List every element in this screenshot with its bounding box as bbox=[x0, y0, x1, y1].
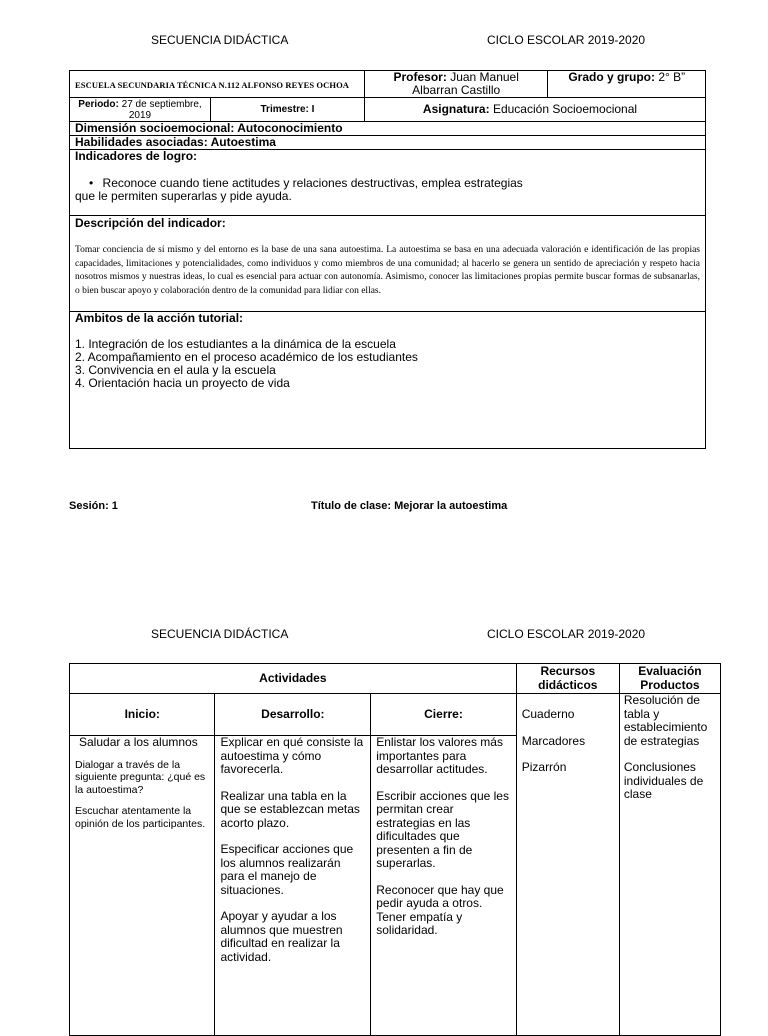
periodo-trimestre-cell bbox=[70, 98, 365, 122]
indicador-line2: que le permiten superarlas y pide ayuda. bbox=[75, 189, 292, 203]
inicio-cell bbox=[70, 736, 215, 1036]
asignatura-value: Educación Socioemocional bbox=[492, 102, 638, 116]
bullet-icon: • bbox=[89, 176, 94, 190]
asignatura-label: Asignatura: bbox=[422, 102, 490, 116]
ambitos-cell bbox=[70, 312, 706, 449]
desarrollo-header: Desarrollo: bbox=[215, 694, 371, 736]
recurso-item: Cuaderno bbox=[521, 707, 575, 721]
recursos-cell bbox=[516, 694, 619, 1036]
desarrollo-cell bbox=[215, 736, 371, 1036]
header2-title-right: CICLO ESCOLAR 2019-2020 bbox=[487, 627, 646, 641]
desarrollo-item: Explicar en qué consiste la autoestima y cómo favorecerla. bbox=[220, 735, 364, 776]
ambito-item: 1. Integración de los estudiantes a la dinámica de la escuela bbox=[75, 337, 396, 351]
trimestre: Trimestre: I bbox=[260, 104, 315, 115]
recurso-item: Marcadores bbox=[521, 733, 586, 748]
asignatura-cell bbox=[364, 98, 705, 122]
evaluacion-cell bbox=[619, 694, 720, 1036]
dimension-row: Dimensión socioemocional: Autoconocimiento bbox=[70, 122, 706, 136]
school-cell bbox=[70, 71, 365, 98]
activities-table bbox=[69, 663, 721, 1036]
descripcion-cell bbox=[70, 216, 706, 312]
grado-label: Grado y grupo: bbox=[568, 70, 655, 84]
profesor-label: Profesor: bbox=[393, 70, 447, 84]
cierre-cell bbox=[371, 736, 516, 1036]
header-title-right: CICLO ESCOLAR 2019-2020 bbox=[487, 33, 646, 47]
grado-value: 2° B” bbox=[658, 70, 686, 84]
descripcion-label: Descripción del indicador: bbox=[75, 216, 226, 230]
evaluacion-item: Conclusiones individuales de clase bbox=[623, 760, 704, 801]
ambito-item: 2. Acompañamiento en el proceso académico de los estudiantes bbox=[75, 350, 418, 364]
indicadores-label: Indicadores de logro: bbox=[75, 149, 198, 163]
profesor-value: Juan Manuel Albarran Castillo bbox=[412, 70, 519, 97]
inicio-header: Inicio: bbox=[70, 694, 215, 736]
desarrollo-item: Apoyar y ayudar a los alumnos que muestren dificultad en realizar la actividad. bbox=[220, 909, 343, 964]
desarrollo-item: Especificar acciones que los alumnos realizarán para el manejo de situaciones. bbox=[220, 842, 354, 897]
desarrollo-item: Realizar una tabla en la que se establezcan metas acorto plazo. bbox=[220, 788, 360, 830]
actividades-header: Actividades bbox=[70, 664, 517, 694]
ambito-item: 4. Orientación hacia un proyecto de vida bbox=[75, 376, 290, 390]
evaluacion-header: Evaluación Productos bbox=[619, 664, 720, 694]
cierre-item: Reconocer que hay que pedir ayuda a otros. Tener empatía y solidaridad. bbox=[376, 882, 504, 937]
evaluacion-item: Resolución de tabla y establecimiento de estrategias bbox=[623, 693, 708, 748]
school-name: ESCUELA SECUNDARIA TÉCNICA N.112 ALFONSO REYES OCHOA bbox=[75, 80, 350, 90]
descripcion-text: Tomar conciencia de sí mismo y del entorno es la base de una sana autoestima. La autoestima se basa en una adecuada valoración e identificación de las propias capacidades, limitaciones y potencialidades, como individuos y como miembros de una comunidad; al hacerlo se genera un sentido de apreciación y respeto hacia nosotros mismos y nuestras ideas, lo cual es esencial para actuar con autonomía. Asimismo, conocer las limitaciones propias permite buscar formas de subsanarlas, o bien buscar apoyo y colaboración dentro de la comunidad para lidiar con ellas. bbox=[75, 245, 700, 296]
recurso-item: Pizarrón bbox=[521, 760, 567, 774]
inicio-item: Dialogar a través de la siguiente pregunta: ¿qué es la autoestima? bbox=[75, 758, 206, 796]
sesion-label: Sesión: 1 bbox=[69, 500, 118, 512]
cierre-item: Escribir acciones que les permitan crear estrategias en las dificultades que presenten a fin de superarlas. bbox=[376, 788, 509, 870]
cierre-item: Enlistar los valores más importantes para desarrollar actitudes. bbox=[376, 735, 503, 776]
cierre-header: Cierre: bbox=[371, 694, 516, 736]
indicador-line1: Reconoce cuando tiene actitudes y relaciones destructivas, emplea estrategias bbox=[102, 176, 523, 190]
inicio-item: Escuchar atentamente la opinión de los participantes. bbox=[75, 805, 206, 830]
recursos-header: Recursos didácticos bbox=[516, 664, 619, 694]
profesor-cell bbox=[364, 71, 548, 98]
periodo-label: Periodo: bbox=[78, 99, 119, 110]
header-title-left: SECUENCIA DIDÁCTICA bbox=[151, 33, 289, 47]
ambitos-label: Ambitos de la acción tutorial: bbox=[75, 311, 244, 325]
indicadores-cell bbox=[70, 150, 706, 216]
grado-cell bbox=[548, 71, 706, 98]
habilidades-row: Habilidades asociadas: Autoestima bbox=[70, 136, 706, 150]
header2-title-left: SECUENCIA DIDÁCTICA bbox=[151, 627, 289, 641]
inicio-item: Saludar a los alumnos bbox=[79, 735, 198, 749]
ambito-item: 3. Convivencia en el aula y la escuela bbox=[75, 363, 276, 377]
info-table bbox=[69, 70, 706, 449]
titulo-clase: Título de clase: Mejorar la autoestima bbox=[311, 500, 508, 512]
periodo-value: 27 de septiembre, 2019 bbox=[121, 99, 202, 121]
